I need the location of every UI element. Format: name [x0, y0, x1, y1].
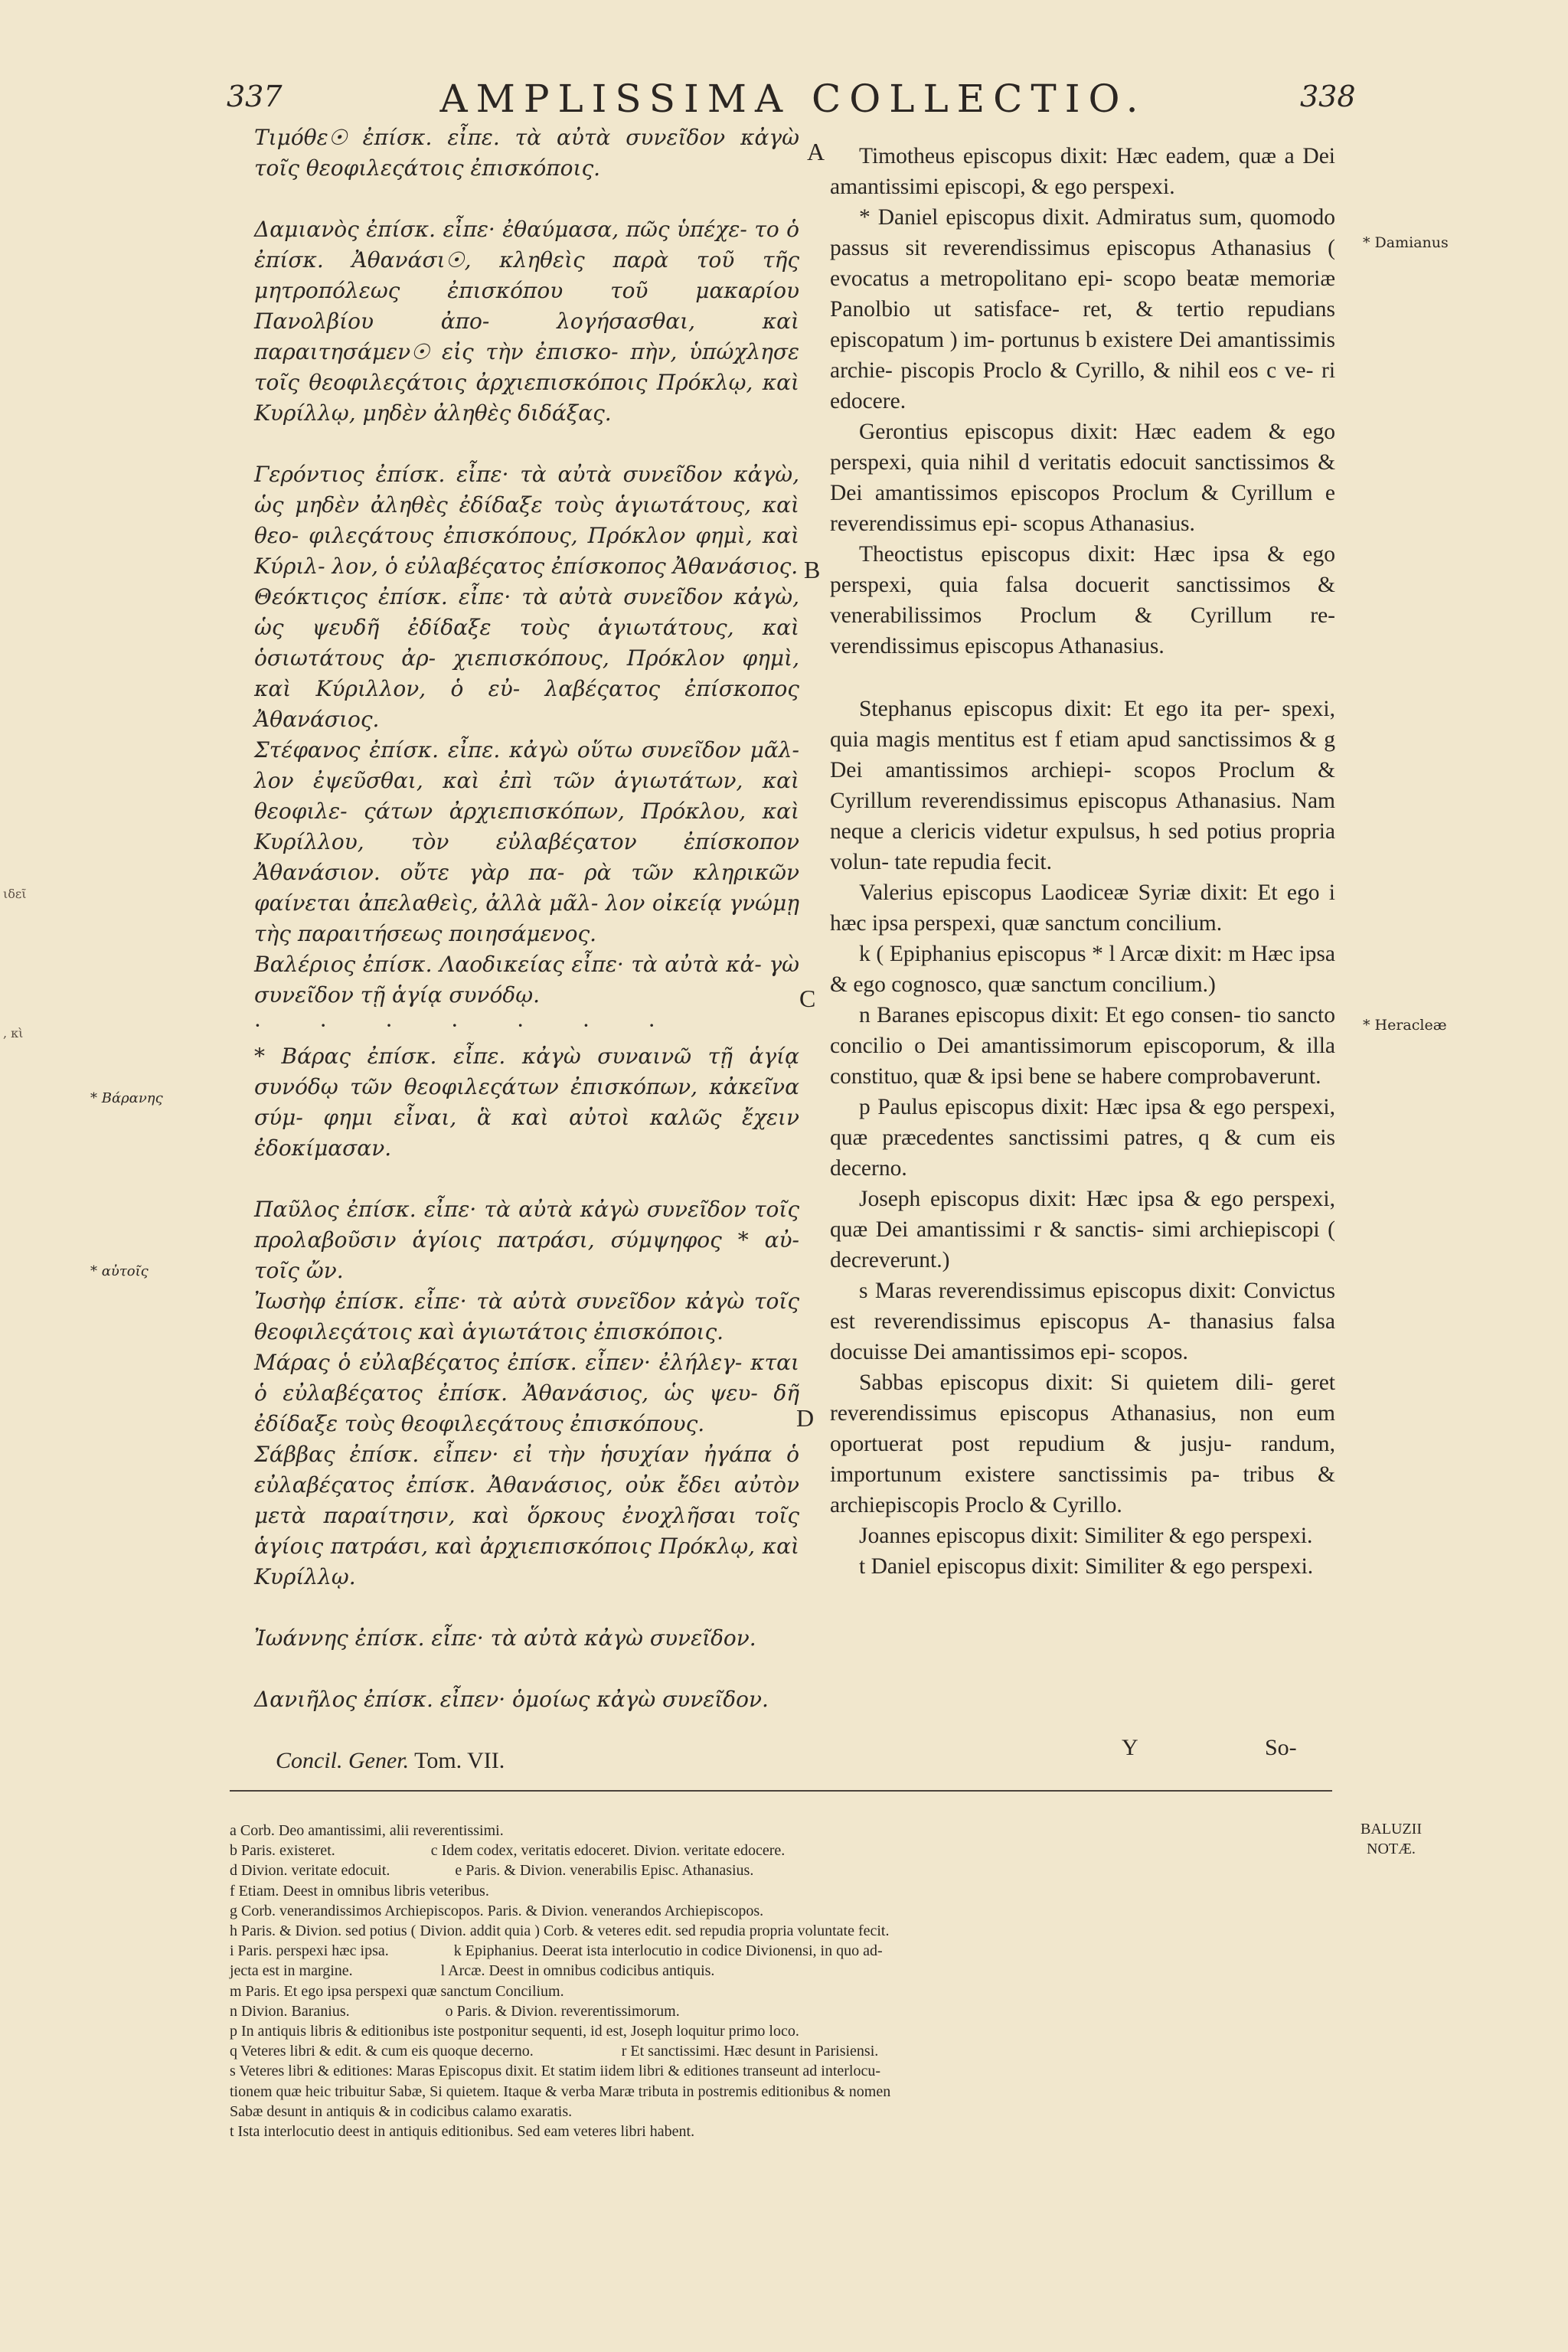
text-line: sanctissimos & g Dei amantissimos archiepi-: [830, 727, 1336, 782]
text-line: s Maras reverendissimus episcopus dixit:: [859, 1279, 1236, 1303]
text-line: Stephanus episcopus dixit: Et ego ita per-: [859, 697, 1271, 721]
margin-note-right: * Damianus: [1363, 234, 1449, 251]
text-line: Timotheus episcopus dixit: Hæc eadem,: [859, 144, 1231, 168]
notes-title-line: NOTÆ.: [1367, 1841, 1416, 1857]
section-marker-b: B: [804, 556, 821, 583]
text-line: ego perspexi, quia nihil d veritatis edocuit: [830, 420, 1336, 475]
section-marker-a: A: [807, 138, 825, 165]
text-line: Valerius episcopus Laodiceæ Syriæ dixit:: [859, 880, 1249, 905]
text-line: Theoctistus episcopus dixit: Hæc ipsa &: [859, 542, 1285, 567]
text-line: Joannes episcopus dixit: Similiter & ego: [859, 1524, 1225, 1548]
text-line: n Baranes episcopus dixit: Et ego consen-: [859, 1003, 1241, 1027]
text-line: m Hæc ipsa & ego cognosco, quæ sanctum: [830, 942, 1336, 997]
text-line: ri edocere.: [830, 358, 1336, 413]
latin-paragraph: [830, 877, 1335, 939]
greek-column: [254, 122, 799, 1715]
text-line: μητροπόλεως ἐπισκόπου τοῦ μακαρίου Πανολβίου ἀπο-: [254, 278, 799, 334]
greek-paragraph: [254, 735, 799, 949]
omission-dots: · · · · · · ·: [254, 1013, 681, 1038]
text-line: p Paulus episcopus dixit: Hæc ipsa &: [859, 1095, 1207, 1119]
text-line: τοῖς ὤν.: [254, 1258, 344, 1283]
text-line: εὐλαβέςατον ἐπίσκοπον Ἀθανάσιον. οὔτε γὰρ πα-: [254, 829, 800, 885]
latin-paragraph: [830, 1276, 1335, 1367]
text-line: Μάρας ὁ εὐλαβέςατος ἐπίσκ. εἶπεν· ἐλήλεγ-: [254, 1350, 743, 1375]
footnote-line: tionem quæ heic tribuitur Sabæ, Si quietem. Itaque & verba Maræ tributa in postremis editionibus & nomen: [230, 2082, 891, 2100]
text-line: λον ἐψεῦσθαι, καὶ ἐπὶ τῶν ἁγιωτάτων, καὶ θεοφιλε-: [254, 768, 799, 824]
footnote-line: f Etiam. Deest in omnibus libris veteribus.: [230, 1882, 489, 1900]
text-line: ρὰ τῶν κληρικῶν φαίνεται ἀπελαθεὶς, ἀλλὰ μᾶλ-: [254, 860, 799, 916]
greek-paragraph: [254, 122, 799, 184]
text-line: randum, importunum existere sanctissimis pa-: [830, 1432, 1335, 1487]
text-line: Et ego i hæc ipsa perspexi, quæ sanctum: [830, 880, 1335, 936]
latin-paragraph: [830, 416, 1335, 539]
text-line: λον οἰκείᾳ γνώμῃ τὴς παραιτήσεως ποιησάμενος.: [254, 890, 799, 946]
text-line: episcoporum, & illa constituo, quæ & ipsi: [830, 1034, 1336, 1089]
text-line: Δανιῆλος ἐπίσκ. εἶπεν· ὁμοίως κἀγὼ συνεῖδον.: [254, 1687, 769, 1712]
footnote-line: jecta est in margine. l Arcæ. Deest in omnibus codicibus antiquis.: [230, 1962, 715, 1980]
text-line: tate repudia fecit.: [894, 850, 1052, 874]
text-line: * Daniel episcopus dixit. Admiratus sum,: [859, 205, 1243, 230]
volume-reference: [276, 1748, 505, 1774]
latin-paragraph: [830, 1184, 1335, 1276]
text-line: φιλεςάτους ἐπισκόπους, Πρόκλον φημὶ, καὶ Κύριλ-: [254, 523, 799, 579]
text-line: perspexi.: [1093, 175, 1175, 199]
catchword: So-: [1265, 1735, 1297, 1760]
greek-paragraph: [254, 1439, 799, 1592]
text-line: ὁ εὐλαβέςατος ἐπίσκ. Ἀθανάσιος, οὐκ ἔδει αὐτὸν: [254, 1442, 799, 1498]
greek-paragraph: [254, 1041, 799, 1164]
text-line: episcopus Athanasius. Nam neque a clericis: [830, 789, 1335, 844]
text-line: Βαλέριος ἐπίσκ. Λαοδικείας εἶπε· τὰ αὐτὰ κἀ-: [254, 952, 762, 977]
footnote-line: p In antiquis libris & editionibus iste postponitur sequenti, id est, Joseph loquitur primo loco.: [230, 2023, 799, 2040]
notes-title-line: BALUZII: [1361, 1821, 1422, 1838]
text-line: ret, & tertio repudians episcopatum ) im-: [830, 297, 1335, 352]
folio-right: 338: [1300, 80, 1356, 113]
text-line: Γερόντιος ἐπίσκ. εἶπε· τὰ αὐτὰ συνεῖδον κἀγὼ,: [254, 462, 799, 487]
text-line: quæ a Dei amantissimi episcopi, & ego: [830, 144, 1335, 199]
text-line: Proclum & Cyrillum e reverendissimus epi-: [830, 481, 1336, 536]
folio-left: 337: [227, 80, 283, 113]
greek-paragraph: [254, 1286, 799, 1348]
latin-paragraph: [830, 202, 1335, 416]
section-marker-c: C: [799, 985, 816, 1012]
text-line: λον, ὁ εὐλαβέςατος ἐπίσκοπος Ἀθανάσιος.: [332, 554, 799, 579]
text-line: scopus Athanasius.: [1023, 511, 1195, 536]
text-line: ego perspexi, quæ præcedentes sanctissimi: [830, 1095, 1335, 1150]
text-line: γὼ συνεῖδον τῇ ἁγίᾳ συνόδῳ.: [254, 952, 800, 1008]
text-line: concilium.: [1125, 911, 1223, 936]
text-line: Convictus est reverendissimus episcopus A-: [830, 1279, 1335, 1334]
latin-paragraph: [830, 694, 1335, 877]
text-line: perspexi.: [1230, 1524, 1313, 1548]
latin-paragraph: [830, 1092, 1335, 1184]
footnote-line: a Corb. Deo amantissimi, alii reverentissimi.: [230, 1822, 504, 1839]
notes-title: [1349, 1819, 1433, 1859]
latin-paragraph: [830, 1367, 1335, 1521]
footnote-line: b Paris. existeret. c Idem codex, veritatis edoceret. Divion. veritate edocere.: [230, 1842, 786, 1860]
signature-mark: Y: [1122, 1735, 1138, 1760]
text-line: t Daniel episcopus dixit: Similiter & ego: [859, 1554, 1226, 1579]
text-line: Δαμιανὸς ἐπίσκ. εἶπε· ἐθαύμασα, πῶς ὑπέχε-: [254, 217, 747, 242]
latin-paragraph: [830, 939, 1335, 1000]
text-line: videtur expulsus, h sed potius propria volun-: [830, 819, 1336, 874]
footnote-line: s Veteres libri & editiones: Maras Episcopus dixit. Et statim iidem libri & editiones transeunt ad interlocu-: [230, 2063, 881, 2080]
text-line: k ( Epiphanius episcopus * l Arcæ dixit:: [859, 942, 1223, 966]
text-line: scopos Proclum & Cyrillum reverendissimus: [830, 758, 1335, 813]
text-line: scopos.: [1121, 1340, 1188, 1364]
text-line: δῆ ἐδίδαξε τοὺς θεοφιλεςάτους ἐπισκόπους.: [254, 1380, 799, 1436]
text-line: κται ὁ εὐλαβέςατος ἐπίσκ. Ἀθανάσιος, ὡς ψευ-: [254, 1350, 800, 1406]
text-line: μετὰ παραίτησιν, καὶ ὅρκους ἐνοχλῆσαι τοῖς ἁγίοις: [254, 1503, 799, 1559]
text-line: concilium.): [1112, 972, 1216, 997]
latin-paragraph: [830, 1551, 1335, 1582]
greek-paragraph: [254, 582, 799, 735]
greek-paragraph: [254, 459, 799, 582]
greek-paragraph: [254, 1623, 799, 1654]
footnote-line: m Paris. Et ego ipsa perspexi quæ sanctum Concilium.: [230, 1982, 564, 2000]
greek-paragraph: [254, 1684, 799, 1715]
text-line: Πρόκλῳ, καὶ Κυρίλλῳ, μηδὲν ἀληθὲς διδάξας.: [254, 370, 799, 426]
text-line: spexi, quia magis mentitus est f etiam apud: [830, 697, 1336, 752]
text-line: non eum oportuerat post repudium & jusju-: [830, 1401, 1335, 1456]
latin-column: [830, 141, 1335, 1582]
greek-paragraph: [254, 949, 799, 1011]
latin-paragraph: [830, 1521, 1335, 1551]
text-line: ςάτων ἀρχιεπισκόπων, Πρόκλου, καὶ Κυρίλλου, τὸν: [254, 799, 799, 854]
footnote-line: d Divion. veritate edocuit. e Paris. & Divion. venerabilis Episc. Athanasius.: [230, 1862, 754, 1880]
text-line: λαβέςατος ἐπίσκοπος Ἀθανάσιος.: [254, 676, 799, 732]
text-line: συνόδῳ τῶν θεοφιλεςάτων ἐπισκόπων, κἀκεῖνα σύμ-: [254, 1074, 799, 1130]
text-line: quomodo passus sit reverendissimus episcopus: [830, 205, 1335, 260]
text-line: thanasius falsa docuisse Dei amantissimos epi-: [830, 1309, 1336, 1364]
footnote-line: Sabæ desunt in antiquis & in codicibus calamo exaratis.: [230, 2102, 573, 2120]
text-line: bene se habere comprobaverunt.: [1028, 1064, 1321, 1089]
text-line: Gerontius episcopus dixit: Hæc eadem &: [859, 420, 1286, 444]
text-line: tribus & archiepiscopis Proclo & Cyrillo.: [830, 1462, 1335, 1517]
greek-paragraph: [254, 214, 799, 429]
margin-note-left: * αὐτοῖς: [90, 1263, 149, 1279]
text-line: τοῖς προλαβοῦσιν ἁγίοις πατράσι, σύμψηφος * αὐ-: [254, 1197, 800, 1253]
text-line: portunus b existere Dei amantissimis archie-: [830, 328, 1336, 383]
text-line: Παῦλος ἐπίσκ. εἶπε· τὰ αὐτὰ κἀγὼ συνεῖδον: [254, 1197, 746, 1222]
text-line: Στέφανος ἐπίσκ. εἶπε. κἀγὼ οὕτω συνεῖδον μᾶλ-: [254, 737, 799, 763]
text-line: Τιμόθε☉ ἐπίσκ. εἶπε. τὰ αὐτὰ συνεῖδον κἀγὼ: [254, 125, 799, 150]
volume-reference-tom: Tom. VII.: [414, 1748, 505, 1773]
latin-paragraph: [830, 141, 1335, 202]
text-line: Ἰωσὴφ ἐπίσκ. εἶπε· τὰ αὐτὰ συνεῖδον κἀγὼ τοῖς: [254, 1289, 799, 1314]
text-line: ὡς ψευδῆ ἐδίδαξε τοὺς ἁγιωτάτους, καὶ ὁσιωτάτους ἀρ-: [254, 615, 799, 671]
edge-text-fragment: , κὶ: [3, 1026, 24, 1040]
text-line: το ὁ ἐπίσκ. Ἀθανάσι☉, κληθεὶς παρὰ τοῦ τῆς: [254, 217, 799, 273]
latin-paragraph: [830, 1000, 1335, 1092]
text-line: πὴν, ὑπώχλησε τοῖς θεοφιλεςάτοις ἀρχιεπισκόποις: [254, 339, 800, 395]
text-line: perspexi.: [1230, 1554, 1314, 1579]
footnote-line: q Veteres libri & edit. & cum eis quoque decerno. r Et sanctissimi. Hæc desunt in Parisiensi.: [230, 2043, 879, 2060]
text-line: Joseph episcopus dixit: Hæc ipsa & ego: [859, 1187, 1244, 1211]
edge-text-fragment: ιδεῖ: [3, 887, 27, 901]
text-line: verendissimus episcopus Athanasius.: [830, 634, 1165, 658]
text-line: Θεόκτιςος ἐπίσκ. εἶπε· τὰ αὐτὰ συνεῖδον κἀγὼ,: [254, 584, 799, 609]
text-line: Sabbas episcopus dixit: Si quietem dili-: [859, 1370, 1274, 1395]
text-line: tio sancto concilio o Dei amantissimorum: [830, 1003, 1335, 1058]
text-line: & venerabilissimos Proclum & Cyrillum re-: [830, 573, 1335, 628]
margin-note-left: * Βάρανης: [90, 1090, 163, 1106]
footnotes: [230, 1821, 1340, 2141]
text-line: ego perspexi, quia falsa docuerit sanctissimos: [830, 542, 1335, 597]
footnote-line: t Ista interlocutio deest in antiquis editionibus. Sed eam veteres libri habent.: [230, 2123, 695, 2141]
footnote-line: h Paris. & Divion. sed potius ( Divion. addit quia ) Corb. & veteres edit. sed repudia propria voluntate fecit.: [230, 1922, 890, 1940]
footnote-line: g Corb. venerandissimos Archiepiscopos. Paris. & Divion. venerandos Archiepiscopos.: [230, 1902, 764, 1919]
text-line: patres, q & cum eis decerno.: [830, 1125, 1335, 1181]
running-title: AMPLISSIMA COLLECTIO.: [439, 77, 1147, 121]
text-line: ὡς μηδὲν ἀληθὲς ἐδίδαξε τοὺς ἁγιωτάτους, καὶ θεο-: [254, 492, 799, 548]
text-line: πατράσι, καὶ ἀρχιεπισκόποις Πρόκλῳ, καὶ Κυρίλλῳ.: [254, 1534, 799, 1589]
footnote-line: n Divion. Baranius. o Paris. & Divion. reverentissimorum.: [230, 2002, 680, 2020]
text-line: Ἰωάννης ἐπίσκ. εἶπε· τὰ αὐτὰ κἀγὼ συνεῖδον.: [254, 1625, 756, 1651]
greek-paragraph: [254, 1348, 799, 1439]
section-marker-d: D: [796, 1404, 815, 1432]
latin-paragraph: [830, 539, 1335, 662]
text-line: Athanasius ( evocatus a metropolitano epi-: [830, 236, 1335, 291]
text-line: λογήσασθαι, καὶ παραιτησάμεν☉ εἰς τὴν ἐπισκο-: [254, 309, 800, 364]
text-line: geret reverendissimus episcopus Athanasius,: [830, 1370, 1336, 1426]
footnote-line: i Paris. perspexi hæc ipsa. k Epiphanius. Deerat ista interlocutio in codice Divionensi, in quo ad-: [230, 1942, 883, 1960]
text-line: Σάββας ἐπίσκ. εἶπεν· εἰ τὴν ἡσυχίαν ἠγάπα: [254, 1442, 773, 1467]
footnote-rule: [230, 1790, 1332, 1792]
text-line: * Βάρας ἐπίσκ. εἶπε. κἀγὼ συναινῶ τῇ ἁγίᾳ: [254, 1044, 799, 1069]
text-line: φημι εἶναι, ἃ καὶ αὐτοὶ καλῶς ἔχειν ἐδοκίμασαν.: [254, 1105, 800, 1161]
text-line: scopo beatæ memoriæ Panolbio ut satisface-: [830, 266, 1336, 322]
volume-reference-italic: Concil. Gener.: [276, 1748, 410, 1773]
text-line: τοῖς θεοφιλεςάτοις ἐπισκόποις.: [254, 155, 601, 181]
text-line: sanctissimos & Dei amantissimos episcopos: [830, 450, 1336, 505]
text-line: perspexi, quæ Dei amantissimi r & sanctis-: [830, 1187, 1335, 1242]
text-line: χιεπισκόπους, Πρόκλον φημὶ, καὶ Κύριλλον, ὁ εὐ-: [254, 645, 799, 701]
text-line: θεοφιλεςάτοις καὶ ἁγιωτάτοις ἐπισκόποις.: [254, 1319, 724, 1344]
text-line: piscopis Proclo & Cyrillo, & nihil eos c ve-: [900, 358, 1314, 383]
text-line: simi archiepiscopi ( decreverunt.): [830, 1217, 1335, 1272]
margin-note-right: * Heracleæ: [1363, 1017, 1447, 1034]
greek-paragraph: [254, 1194, 799, 1286]
